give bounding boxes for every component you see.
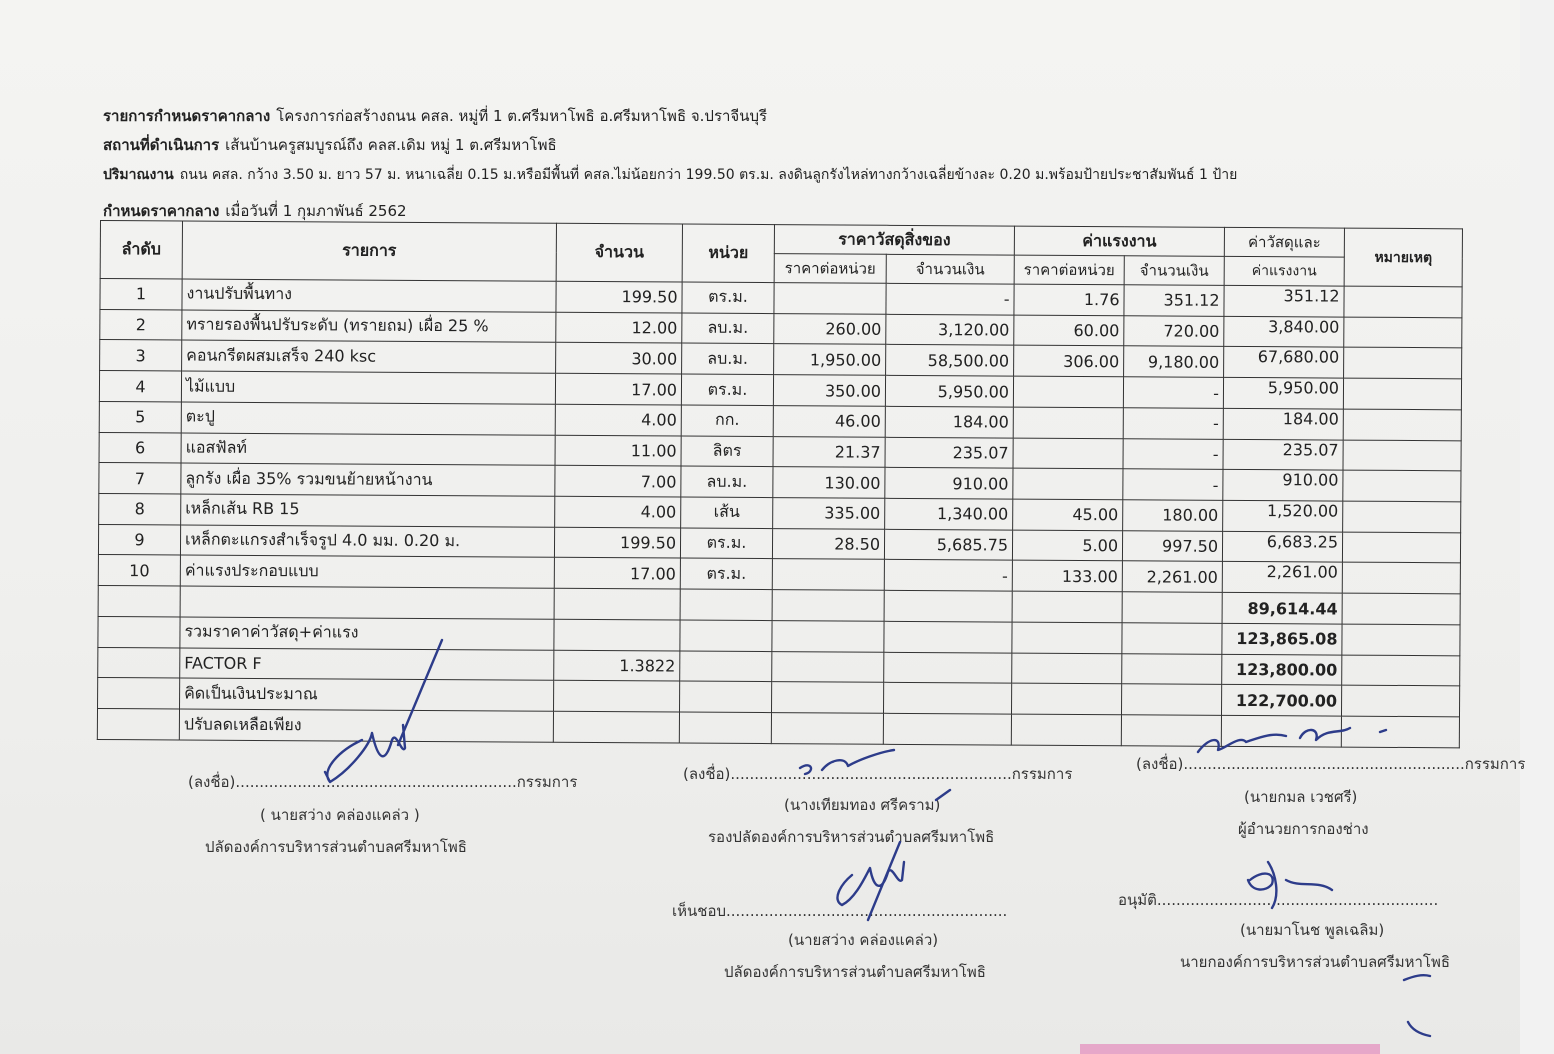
row-item: เหล็กเส้น RB 15 — [181, 494, 555, 527]
summary-lab-price — [1011, 683, 1121, 714]
summary-unit — [680, 589, 772, 620]
header-material: ราคาวัสดุสิ่งของ — [774, 225, 1014, 255]
summary-qty — [554, 619, 680, 650]
row-mat-amount: 1,340.00 — [885, 498, 1013, 530]
summary-lab-amount — [1122, 592, 1222, 623]
row-remark — [1344, 317, 1462, 348]
row-mat-amount: 184.00 — [885, 406, 1013, 438]
signature-name-4: (นายสว่าง คล่องแคล่ว) — [788, 931, 939, 949]
summary-label: รวมราคาค่าวัสดุ+ค่าแรง — [180, 617, 554, 650]
summary-mat-amount — [884, 590, 1012, 622]
row-total: 351.12 — [1224, 285, 1344, 316]
row-unit: กก. — [681, 405, 773, 436]
signature-line-1: (ลงชื่อ)...........................................................กรรมการ — [188, 773, 578, 791]
row-lab-price: 133.00 — [1012, 561, 1122, 592]
row-no: 1 — [100, 279, 182, 310]
header-lab-unit-price: ราคาต่อหน่วย — [1014, 255, 1124, 285]
summary-mat-amount — [883, 713, 1011, 745]
summary-unit — [680, 681, 772, 712]
row-qty: 7.00 — [555, 466, 681, 497]
row-unit: เส้น — [681, 497, 773, 528]
row-mat-price: 1,950.00 — [774, 344, 886, 375]
header-total-bottom: ค่าแรงงาน — [1224, 256, 1344, 286]
page-edge — [1520, 0, 1554, 1054]
summary-qty — [554, 681, 680, 712]
row-item: คอนกรีตผสมเสร็จ 240 ksc — [182, 340, 556, 373]
row-lab-amount: - — [1123, 469, 1223, 500]
row-remark — [1343, 440, 1461, 471]
row-total: 1,520.00 — [1223, 500, 1343, 531]
row-item: ค่าแรงประกอบแบบ — [180, 555, 554, 588]
row-lab-price — [1013, 376, 1123, 407]
row-item: แอสฟัลท์ — [181, 433, 555, 466]
row-item: งานปรับพื้นทาง — [182, 279, 556, 312]
signature-title-5: นายกองค์การบริหารส่วนตำบลศรีมหาโพธิ — [1180, 953, 1451, 971]
header-quantity — [103, 164, 1237, 186]
row-mat-price — [774, 283, 886, 314]
row-no: 3 — [100, 340, 182, 371]
signature-name-3: (นายกมล เวชศรี) — [1244, 788, 1358, 806]
summary-no — [98, 678, 180, 709]
row-lab-price: 60.00 — [1014, 315, 1124, 346]
row-remark — [1343, 378, 1461, 409]
summary-mat-amount — [884, 683, 1012, 715]
row-no: 2 — [100, 309, 182, 340]
row-qty: 199.50 — [556, 281, 682, 312]
summary-lab-amount — [1121, 684, 1221, 715]
summary-label — [180, 586, 554, 619]
summary-remark — [1342, 685, 1460, 716]
row-total: 5,950.00 — [1223, 378, 1343, 409]
row-mat-amount: 5,950.00 — [885, 375, 1013, 407]
row-lab-amount: - — [1123, 377, 1223, 408]
row-total: 184.00 — [1223, 408, 1343, 439]
row-unit: ลบ.ม. — [682, 343, 774, 374]
row-lab-price — [1013, 407, 1123, 438]
row-total: 67,680.00 — [1224, 347, 1344, 378]
row-unit: ลบ.ม. — [681, 466, 773, 497]
row-remark — [1342, 563, 1460, 594]
signature-name-5: (นายมาโนช พูลเฉลิม) — [1240, 921, 1385, 939]
summary-lab-price — [1012, 622, 1122, 653]
summary-mat-amount — [884, 652, 1012, 684]
signature-line-4: เห็นชอบ........................................................... — [672, 902, 1008, 920]
header-location-text: เส้นบ้านครูสมบูรณ์ถึง คลส.เดิม หมู่ 1 ต.ศรีมหาโพธิ — [225, 136, 557, 154]
signature-line-5: อนุมัติ........................................................... — [1118, 891, 1439, 909]
row-remark — [1344, 348, 1462, 379]
summary-no — [97, 709, 179, 740]
row-mat-price: 46.00 — [773, 405, 885, 436]
summary-remark — [1342, 593, 1460, 624]
row-mat-amount: 910.00 — [885, 468, 1013, 500]
header-unit: หน่วย — [682, 224, 774, 283]
summary-total: 123,800.00 — [1222, 654, 1342, 685]
price-table — [97, 220, 1463, 748]
row-lab-price: 306.00 — [1014, 346, 1124, 377]
row-mat-price — [772, 559, 884, 590]
summary-label: ปรับลดเหลือเพียง — [179, 709, 553, 742]
row-lab-amount: 997.50 — [1122, 531, 1222, 562]
row-lab-amount: 2,261.00 — [1122, 561, 1222, 592]
signature-name-2: (นางเทียมทอง ศรีคราม) — [784, 796, 941, 814]
summary-remark — [1341, 716, 1459, 748]
header-mat-amount: จำนวนเงิน — [886, 254, 1014, 284]
header-no: ลำดับ — [100, 221, 182, 279]
header-quantity-label: ปริมาณงาน — [103, 167, 174, 183]
row-no: 4 — [99, 371, 181, 402]
summary-label: คิดเป็นเงินประมาณ — [180, 678, 554, 711]
row-total: 2,261.00 — [1222, 562, 1342, 593]
row-mat-price: 335.00 — [773, 498, 885, 529]
row-qty: 17.00 — [554, 558, 680, 589]
row-unit: ลิตร — [681, 436, 773, 467]
summary-lab-amount — [1122, 623, 1222, 654]
row-item: ลูกรัง เผื่อ 35% รวมขนย้ายหน้างาน — [181, 463, 555, 496]
row-qty: 4.00 — [555, 404, 681, 435]
summary-total: 123,865.08 — [1222, 623, 1342, 654]
row-item: ทรายรองพื้นปรับระดับ (ทรายถม) เผื่อ 25 % — [182, 310, 556, 343]
row-qty: 11.00 — [555, 435, 681, 466]
background-surface — [1080, 1044, 1380, 1054]
summary-lab-amount — [1122, 653, 1222, 684]
summary-mat-price — [772, 590, 884, 621]
row-lab-price: 1.76 — [1014, 284, 1124, 315]
row-remark — [1343, 470, 1461, 501]
header-remark: หมายเหตุ — [1344, 228, 1462, 287]
row-lab-price — [1013, 468, 1123, 499]
row-item: ตะปู — [181, 402, 555, 435]
row-qty: 12.00 — [556, 312, 682, 343]
row-total: 3,840.00 — [1224, 316, 1344, 347]
summary-label: FACTOR F — [180, 648, 554, 681]
table-body — [97, 279, 1462, 748]
row-no: 9 — [98, 524, 180, 555]
row-mat-price: 130.00 — [773, 467, 885, 498]
row-qty: 199.50 — [554, 527, 680, 558]
summary-unit — [680, 651, 772, 682]
row-mat-amount: - — [884, 560, 1012, 592]
header-total-top: ค่าวัสดุและ — [1224, 227, 1344, 257]
summary-mat-amount — [884, 621, 1012, 653]
row-lab-price: 45.00 — [1013, 499, 1123, 530]
summary-lab-amount — [1121, 715, 1221, 747]
header-date-label: กำหนดราคากลาง — [103, 202, 220, 220]
row-total: 910.00 — [1223, 470, 1343, 501]
summary-unit — [679, 712, 771, 743]
row-mat-price: 260.00 — [774, 313, 886, 344]
row-lab-price — [1013, 438, 1123, 469]
row-no: 7 — [99, 463, 181, 494]
signature-line-3: (ลงชื่อ)...........................................................กรรมการ — [1136, 755, 1526, 773]
summary-lab-price — [1011, 714, 1121, 746]
summary-qty — [554, 588, 680, 619]
row-total: 6,683.25 — [1222, 531, 1342, 562]
row-lab-amount: 720.00 — [1124, 315, 1224, 346]
row-lab-price: 5.00 — [1012, 530, 1122, 561]
row-lab-amount: - — [1123, 408, 1223, 439]
signature-title-4: ปลัดองค์การบริหารส่วนตำบลศรีมหาโพธิ — [724, 963, 986, 981]
summary-unit — [680, 620, 772, 651]
row-unit: ตร.ม. — [682, 282, 774, 313]
row-unit: ตร.ม. — [680, 559, 772, 590]
summary-no — [98, 647, 180, 678]
summary-mat-price — [772, 621, 884, 652]
summary-qty — [553, 711, 679, 743]
header-location-label: สถานที่ดำเนินการ — [103, 136, 220, 154]
row-remark — [1343, 501, 1461, 532]
summary-mat-price — [772, 651, 884, 682]
row-no: 6 — [99, 432, 181, 463]
header-location — [103, 133, 557, 157]
signature-title-1: ปลัดองค์การบริหารส่วนตำบลศรีมหาโพธิ — [205, 838, 467, 856]
header-lab-amount: จำนวนเงิน — [1124, 256, 1224, 286]
header-date-text: เมื่อวันที่ 1 กุมภาพันธ์ 2562 — [225, 202, 407, 220]
summary-remark — [1342, 624, 1460, 655]
row-item: ไม้แบบ — [181, 371, 555, 404]
summary-lab-price — [1012, 591, 1122, 622]
row-lab-amount: - — [1123, 438, 1223, 469]
row-mat-amount: 235.07 — [885, 437, 1013, 469]
row-mat-amount: 5,685.75 — [884, 529, 1012, 561]
row-remark — [1344, 286, 1462, 317]
summary-no — [98, 616, 180, 647]
summary-lab-price — [1012, 653, 1122, 684]
row-mat-price: 28.50 — [772, 528, 884, 559]
summary-mat-price — [771, 713, 883, 745]
summary-remark — [1342, 655, 1460, 686]
row-qty: 4.00 — [555, 496, 681, 527]
header-mat-unit-price: ราคาต่อหน่วย — [774, 254, 886, 284]
row-no: 8 — [99, 494, 181, 525]
header-quantity-text: ถนน คสล. กว้าง 3.50 ม. ยาว 57 ม. หนาเฉลี่ย 0.15 ม.หรือมีพื้นที่ คสล.ไม่น้อยกว่า 199.50 ตร.ม. ลงดินลูกรังไหล่ทางกว้างเฉลี่ยข้างละ 0.20 ม.พร้อมป้ายประชาสัมพันธ์ 1 ป้าย — [179, 167, 1238, 183]
signature-name-1: ( นายสว่าง คล่องแคล่ว ) — [260, 806, 420, 824]
row-mat-amount: 3,120.00 — [886, 314, 1014, 346]
summary-qty: 1.3822 — [554, 650, 680, 681]
signature-line-2: (ลงชื่อ)...........................................................กรรมการ — [683, 765, 1073, 783]
row-remark — [1343, 409, 1461, 440]
header-project-text: โครงการก่อสร้างถนน คสล. หมู่ที่ 1 ต.ศรีมหาโพธิ อ.ศรีมหาโพธิ จ.ปราจีนบุรี — [276, 107, 768, 125]
row-qty: 17.00 — [555, 373, 681, 404]
row-lab-amount: 9,180.00 — [1124, 346, 1224, 377]
row-lab-amount: 180.00 — [1123, 500, 1223, 531]
row-unit: ลบ.ม. — [682, 313, 774, 344]
row-total: 235.07 — [1223, 439, 1343, 470]
row-lab-amount: 351.12 — [1124, 285, 1224, 316]
row-qty: 30.00 — [556, 343, 682, 374]
header-item: รายการ — [182, 221, 556, 281]
header-labor: ค่าแรงงาน — [1014, 226, 1224, 256]
header-project-label: รายการกำหนดราคากลาง — [103, 107, 271, 125]
summary-total: 122,700.00 — [1222, 685, 1342, 716]
row-no: 10 — [98, 555, 180, 586]
summary-no — [98, 586, 180, 617]
summary-total: 89,614.44 — [1222, 593, 1342, 624]
signature-title-2: รองปลัดองค์การบริหารส่วนตำบลศรีมหาโพธิ — [708, 828, 995, 846]
row-mat-amount: - — [886, 283, 1014, 315]
row-no: 5 — [99, 401, 181, 432]
row-mat-price: 350.00 — [773, 375, 885, 406]
header-project — [103, 104, 767, 128]
row-mat-price: 21.37 — [773, 436, 885, 467]
row-unit: ตร.ม. — [680, 528, 772, 559]
row-mat-amount: 58,500.00 — [886, 345, 1014, 377]
signature-title-3: ผู้อำนวยการกองช่าง — [1238, 820, 1369, 838]
row-unit: ตร.ม. — [681, 374, 773, 405]
summary-mat-price — [772, 682, 884, 713]
row-remark — [1342, 532, 1460, 563]
row-item: เหล็กตะแกรงสำเร็จรูป 4.0 มม. 0.20 ม. — [180, 525, 554, 558]
header-qty: จำนวน — [556, 223, 682, 282]
summary-total — [1221, 715, 1341, 747]
